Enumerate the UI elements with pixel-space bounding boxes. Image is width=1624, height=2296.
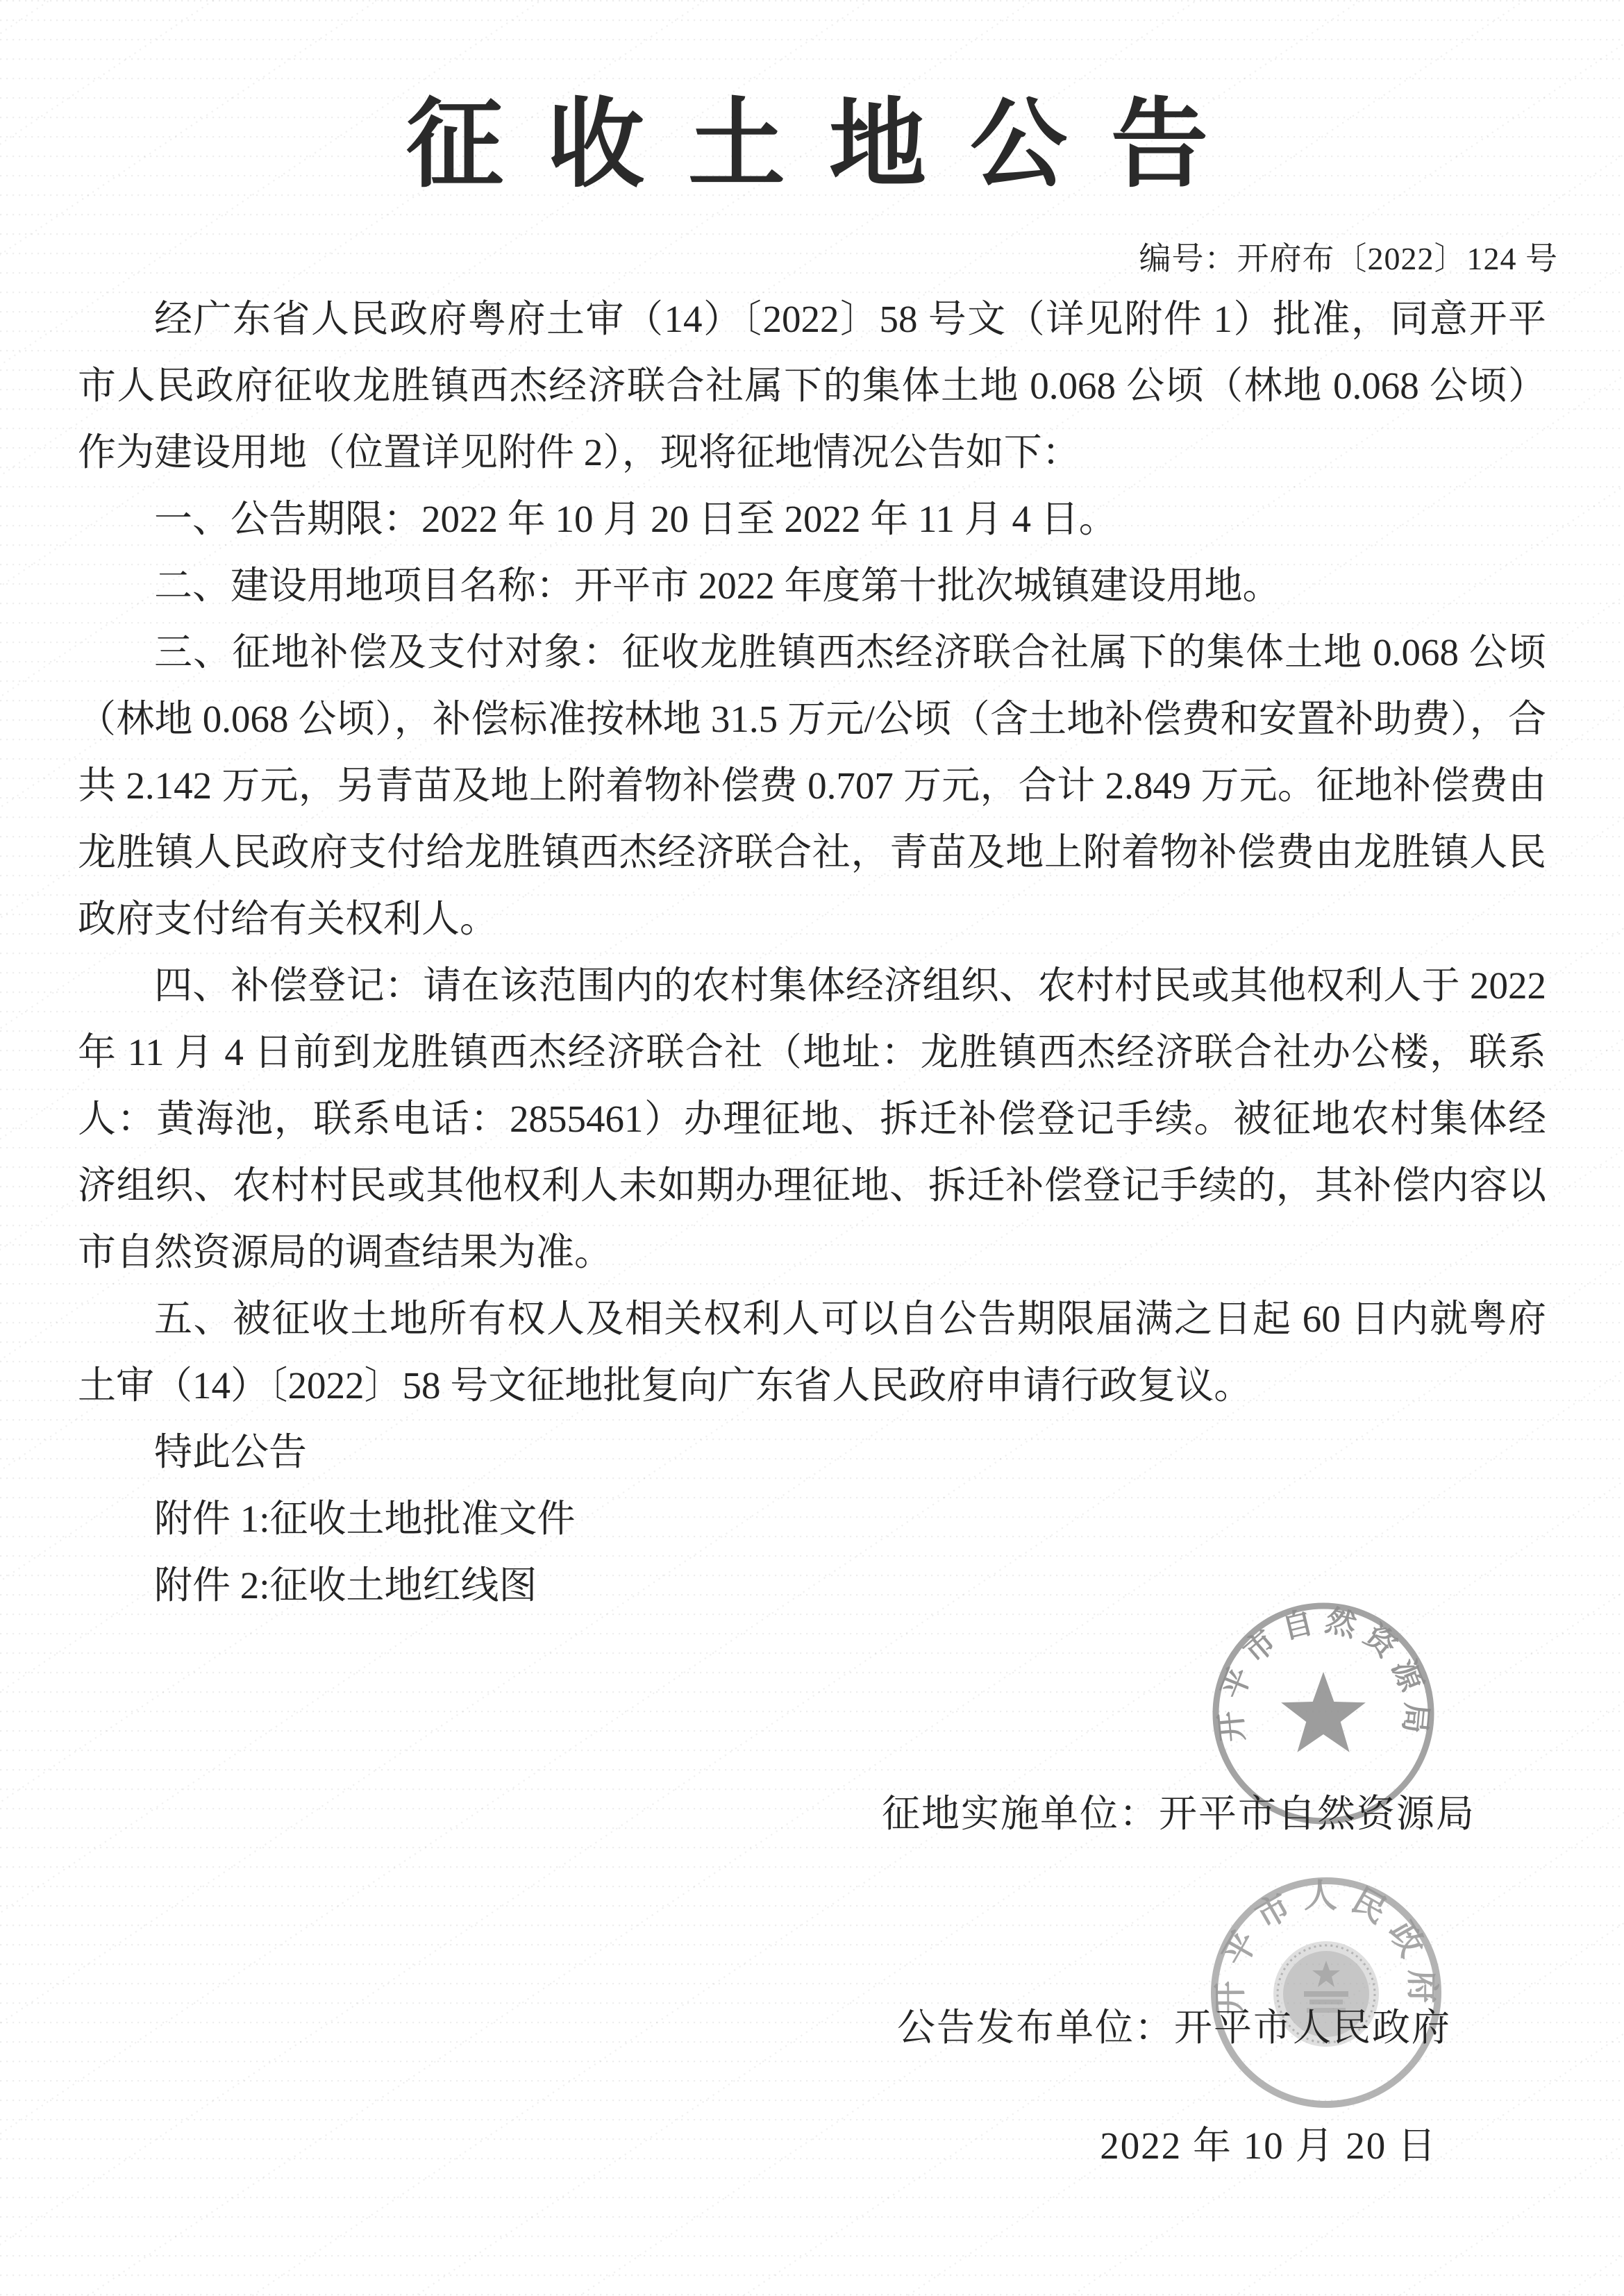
item-4-registration: 四、补偿登记：请在该范围内的农村集体经济组织、农村村民或其他权利人于 2022 年 11 月 4 日前到龙胜镇西杰经济联合社（地址：龙胜镇西杰经济联合社办公楼，联系人：黄海池，联系电话：2855461）办理征地、拆迁补偿登记手续。被征地农村集体经济组织、农村村民或其他权利人未如期办理征地、拆迁补偿登记手续的，其补偿内容以市自然资源局的调查结果为准。	[78, 964, 1546, 1273]
item-2-project-name: 二、建设用地项目名称：开平市 2022 年度第十批次城镇建设用地。	[154, 564, 1281, 607]
implement-unit-line: 征地实施单位：开平市自然资源局	[881, 1793, 1475, 1835]
publish-unit-line: 公告发布单位：开平市人民政府	[896, 2006, 1451, 2049]
seal-star-icon	[1281, 1672, 1366, 1752]
attachment-1: 附件 1:征收土地批准文件	[154, 1498, 576, 1540]
government-seal-text: 开平市人民政府	[1212, 1877, 1441, 2015]
intro-paragraph: 经广东省人民政府粤府土审（14）〔2022〕58 号文（详见附件 1）批准，同意开平市人民政府征收龙胜镇西杰经济联合社属下的集体土地 0.068 公顷（林地 0.068 公顷）作为建设用地（位置详见附件 2），现将征地情况公告如下：	[78, 298, 1546, 474]
document-number: 编号：开府布〔2022〕124 号	[1139, 241, 1558, 276]
item-5-review: 五、被征收土地所有权人及相关权利人可以自公告期限届满之日起 60 日内就粤府土审（14）〔2022〕58 号文征地批复向广东省人民政府申请行政复议。	[78, 1298, 1546, 1407]
closing-statement: 特此公告	[154, 1431, 308, 1473]
item-3-compensation: 三、征地补偿及支付对象：征收龙胜镇西杰经济联合社属下的集体土地 0.068 公顷（林地 0.068 公顷），补偿标准按林地 31.5 万元/公顷（含土地补偿费和安置补助费），合共 2.142 万元，另青苗及地上附着物补偿费 0.707 万元，合计 2.849 万元。征地补偿费由龙胜镇人民政府支付给龙胜镇西杰经济联合社，青苗及地上附着物补偿费由龙胜镇人民政府支付给有关权利人。	[78, 631, 1546, 940]
attachment-2: 附件 2:征收土地红线图	[154, 1564, 537, 1607]
government-seal-icon	[1205, 1872, 1447, 2113]
natural-resources-seal-text: 开平市自然资源局	[1213, 1603, 1434, 1743]
announcement-body	[78, 286, 1546, 1619]
date-line: 2022 年 10 月 20 日	[1100, 2125, 1437, 2167]
item-1-period: 一、公告期限：2022 年 10 月 20 日至 2022 年 11 月 4 日。	[154, 498, 1117, 540]
page-title: 征 收 土 地 公 告	[405, 92, 1218, 199]
